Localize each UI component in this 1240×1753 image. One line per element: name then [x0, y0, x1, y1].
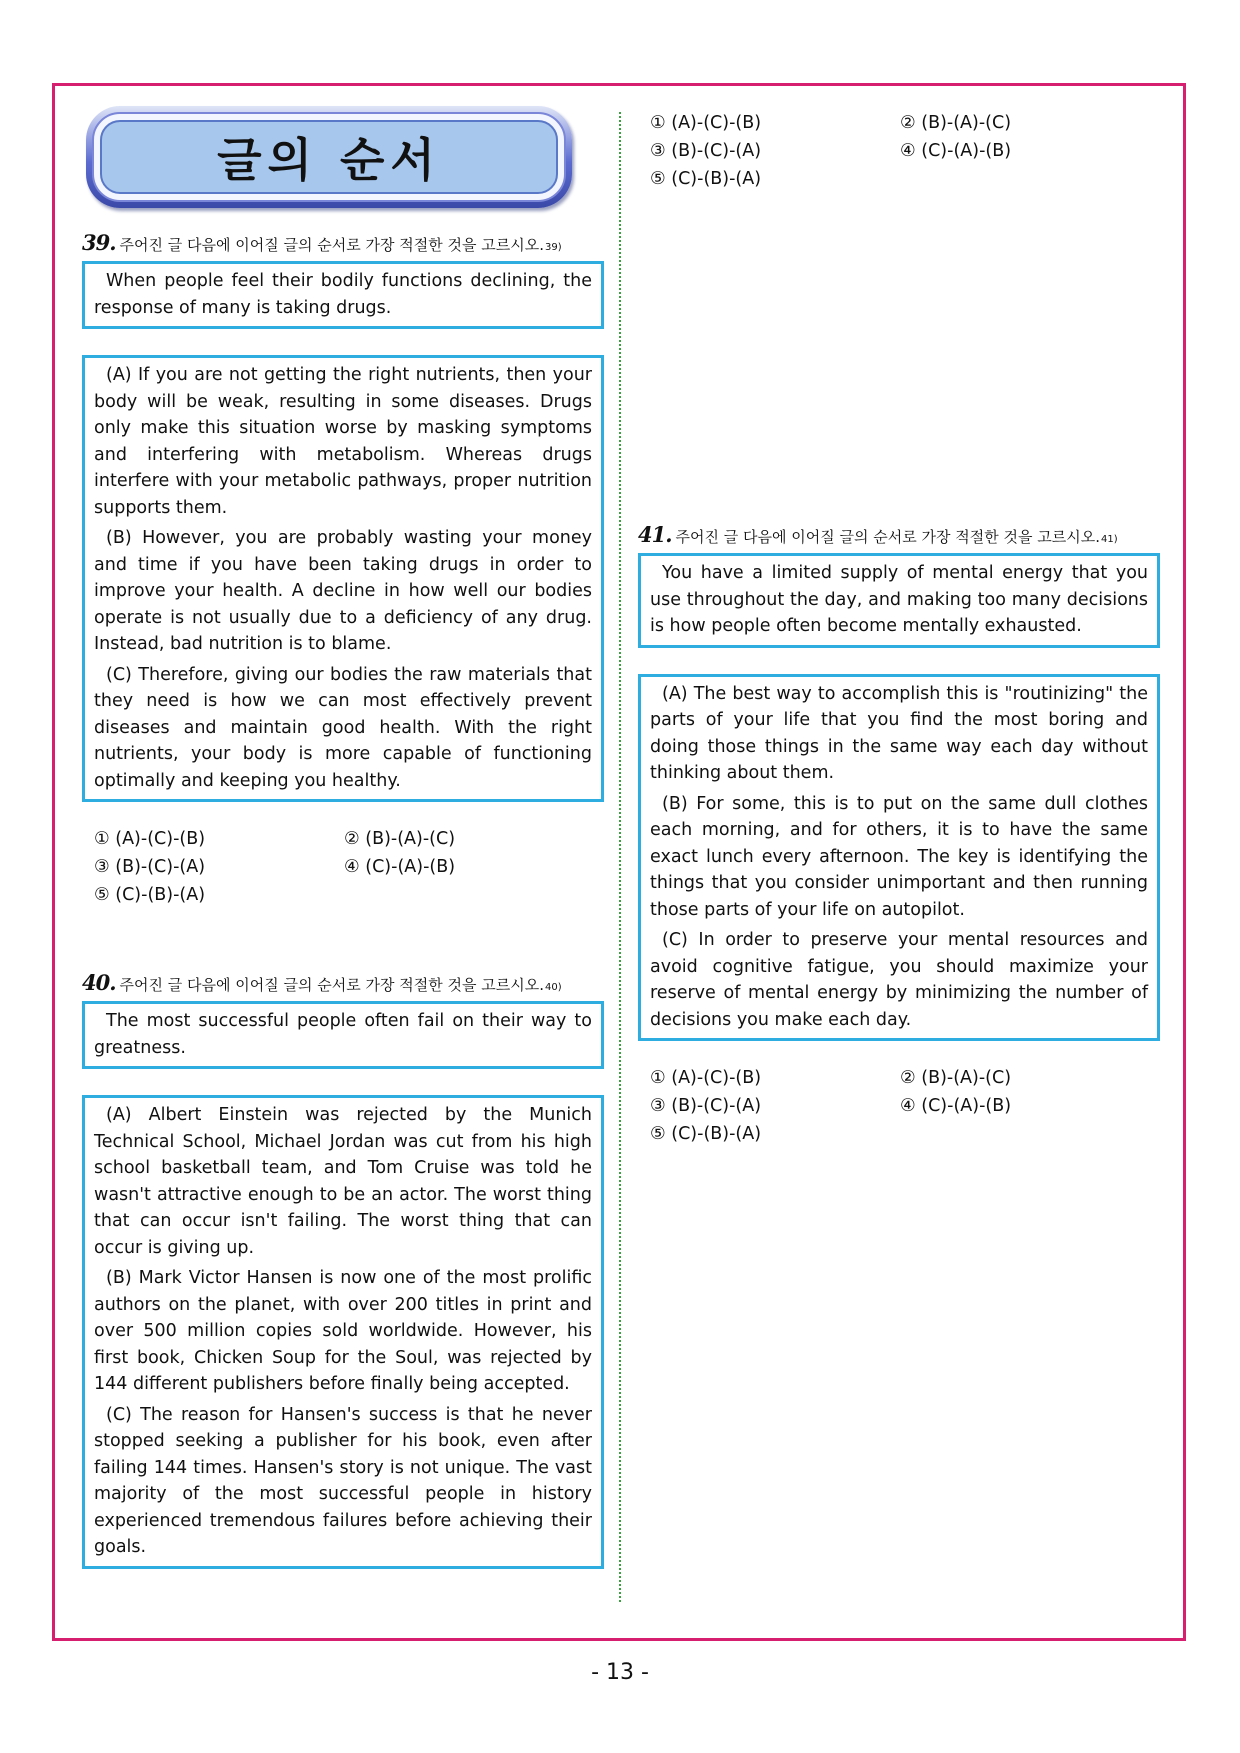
- choice-2[interactable]: ② (B)-(A)-(C): [900, 113, 1012, 133]
- choice-2[interactable]: ② (B)-(A)-(C): [344, 829, 456, 849]
- section-title: 글의 순서: [100, 120, 558, 194]
- paragraph-a: (A) Albert Einstein was rejected by the Munich Technical School, Michael Jordan was cut from his high school basketball team, and Tom Cruise was told he wasn't attractive enough to be an actor. The worst thing that can occur isn't failing. The worst thing that can occur is giving up.: [94, 1105, 592, 1258]
- choice-1[interactable]: ① (A)-(C)-(B): [650, 113, 762, 133]
- paragraph-options: [82, 355, 604, 802]
- answer-choices: [82, 826, 604, 908]
- question-prompt: 주어진 글 다음에 이어질 글의 순서로 가장 적절한 것을 고르시오.: [119, 976, 544, 994]
- given-passage: When people feel their bodily functions declining, the response of many is taking drugs.: [82, 261, 604, 329]
- paragraph-c: (C) The reason for Hansen's success is that he never stopped seeking a publisher for his book, even after failing 144 times. Hansen's story is not unique. The vast majority of the most successful people in history experienced tremendous failures before achieving their goals.: [94, 1404, 592, 1557]
- answer-choices-40: [638, 110, 1160, 192]
- choice-5[interactable]: ⑤ (C)-(B)-(A): [650, 1124, 762, 1144]
- question-number: 39.: [82, 230, 116, 255]
- paragraph-options: [82, 1095, 604, 1569]
- paragraph-c: (C) Therefore, giving our bodies the raw materials that they need is how we can most effectively prevent diseases and maintain good health. With the right nutrients, your body is more capable of functioning optimally and keeping you healthy.: [94, 664, 592, 791]
- choice-5[interactable]: ⑤ (C)-(B)-(A): [650, 169, 762, 189]
- choice-1[interactable]: ① (A)-(C)-(B): [650, 1068, 762, 1088]
- paragraph-a: (A) If you are not getting the right nutrients, then your body will be weak, resulting in some diseases. Drugs only make this situation worse by masking symptoms and interfering with metabolism. Whereas drugs interfere with your metabolic pathways, proper nutrition supports them.: [94, 365, 592, 518]
- question-prompt: 주어진 글 다음에 이어질 글의 순서로 가장 적절한 것을 고르시오.: [675, 528, 1100, 546]
- footnote-marker: 39): [544, 242, 562, 253]
- paragraph-options: [638, 674, 1160, 1042]
- question-number: 40.: [82, 970, 116, 995]
- left-column: [82, 106, 604, 1569]
- footnote-marker: 40): [544, 982, 562, 993]
- choice-4[interactable]: ④ (C)-(A)-(B): [900, 1096, 1012, 1116]
- choice-3[interactable]: ③ (B)-(C)-(A): [94, 857, 206, 877]
- choice-3[interactable]: ③ (B)-(C)-(A): [650, 141, 762, 161]
- question-header: [638, 522, 1160, 547]
- choice-4[interactable]: ④ (C)-(A)-(B): [900, 141, 1012, 161]
- section-title-banner: [86, 106, 572, 208]
- footnote-marker: 41): [1100, 534, 1118, 545]
- paragraph-a: (A) The best way to accomplish this is "routinizing" the parts of your life that you find the most boring and doing those things in the same way each day without thinking about them.: [650, 683, 1148, 783]
- choice-1[interactable]: ① (A)-(C)-(B): [94, 829, 206, 849]
- paragraph-b: (B) However, you are probably wasting your money and time if you have been taking drugs in order to improve your health. A decline in how well our bodies operate is not usually due to a deficiency of any drug. Instead, bad nutrition is to blame.: [94, 528, 592, 654]
- right-column: [638, 106, 1160, 1147]
- answer-choices: [638, 1065, 1160, 1147]
- paragraph-b: (B) For some, this is to put on the same dull clothes each morning, and for others, it is to have the same exact lunch every afternoon. The key is identifying the things that you consider unimportant and then running those parts of your life on autopilot.: [650, 793, 1148, 920]
- choice-5[interactable]: ⑤ (C)-(B)-(A): [94, 885, 206, 905]
- question-number: 41.: [638, 522, 672, 547]
- question-prompt: 주어진 글 다음에 이어질 글의 순서로 가장 적절한 것을 고르시오.: [119, 236, 544, 254]
- choice-4[interactable]: ④ (C)-(A)-(B): [344, 857, 456, 877]
- question-39: [82, 230, 604, 908]
- page-number: - 13 -: [591, 1660, 649, 1685]
- question-40: [82, 970, 604, 1569]
- column-divider: [619, 112, 621, 1602]
- question-41: [638, 522, 1160, 1147]
- given-passage: You have a limited supply of mental energy that you use throughout the day, and making too many decisions is how people often become mentally exhausted.: [638, 553, 1160, 648]
- given-passage: The most successful people often fail on their way to greatness.: [82, 1001, 604, 1069]
- choice-3[interactable]: ③ (B)-(C)-(A): [650, 1096, 762, 1116]
- question-header: [82, 230, 604, 255]
- choice-2[interactable]: ② (B)-(A)-(C): [900, 1068, 1012, 1088]
- paragraph-b: (B) Mark Victor Hansen is now one of the most prolific authors on the planet, with over 200 titles in print and over 500 million copies sold worldwide. However, his first book, Chicken Soup for the Soul, was rejected by 144 different publishers before finally being accepted.: [94, 1268, 592, 1394]
- paragraph-c: (C) In order to preserve your mental resources and avoid cognitive fatigue, you should maximize your reserve of mental energy by minimizing the number of decisions you make each day.: [650, 930, 1148, 1030]
- question-header: [82, 970, 604, 995]
